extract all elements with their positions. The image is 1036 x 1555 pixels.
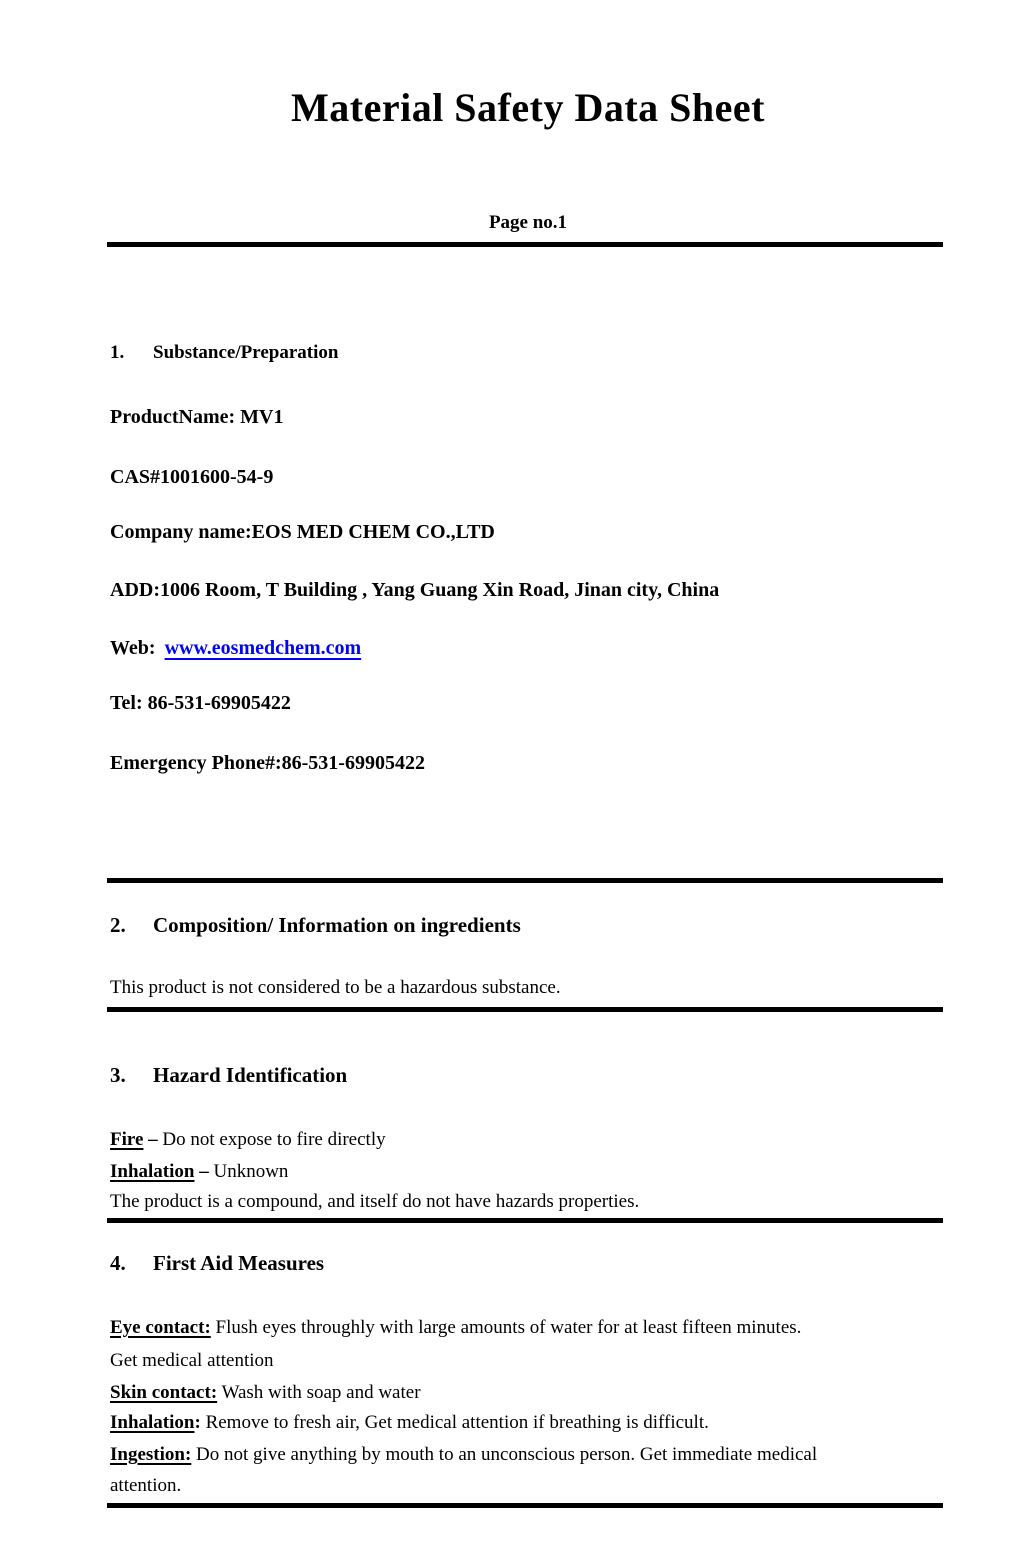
skin-contact-text: Wash with soap and water — [217, 1382, 421, 1403]
section-2-top-divider — [107, 878, 943, 883]
ingestion-line-continued: attention. — [110, 1475, 182, 1496]
skin-contact-line — [110, 1382, 421, 1405]
section-3-number: 3. — [110, 1063, 126, 1087]
inhalation-aid-text: Remove to fresh air, Get medical attention if breathing is difficult. — [200, 1412, 709, 1433]
section-3-title: Hazard Identification — [153, 1063, 348, 1087]
ingestion-text: Do not give anything by mouth to an unconscious person. Get immediate medical — [191, 1444, 818, 1465]
section-3-bottom-divider — [107, 1218, 943, 1223]
product-name-line: ProductName: MV1 — [110, 406, 284, 428]
section-2-title: Composition/ Information on ingredients — [153, 913, 521, 937]
eye-contact-text: Flush eyes throughly with large amounts of water for at least fifteen minutes. — [210, 1317, 802, 1338]
inhalation-hazard-line — [110, 1161, 288, 1184]
section-1-title: Substance/Preparation — [153, 342, 339, 363]
inhalation-dash: – — [194, 1161, 214, 1182]
cas-number-line: CAS#1001600-54-9 — [110, 466, 274, 488]
inhalation-aid-colon: : — [194, 1412, 201, 1433]
skin-contact-label: Skin contact: — [110, 1382, 218, 1403]
eye-contact-line-continued: Get medical attention — [110, 1350, 274, 1371]
company-name-line: Company name:EOS MED CHEM CO.,LTD — [110, 521, 495, 543]
inhalation-label: Inhalation — [110, 1161, 195, 1182]
eye-contact-label: Eye contact: — [110, 1317, 211, 1338]
section-4-number: 4. — [110, 1251, 126, 1275]
website-line — [110, 636, 361, 660]
section-1-number: 1. — [110, 342, 125, 363]
ingestion-line — [110, 1444, 817, 1467]
section-1-heading — [110, 342, 338, 365]
page-number: Page no.1 — [488, 212, 568, 233]
fire-text: Do not expose to fire directly — [162, 1129, 386, 1150]
section-4-bottom-divider — [107, 1503, 943, 1508]
document-title: Material Safety Data Sheet — [291, 85, 765, 130]
fire-label: Fire — [110, 1129, 144, 1150]
inhalation-text: Unknown — [213, 1161, 289, 1182]
composition-statement: This product is not considered to be a hazardous substance. — [110, 977, 561, 998]
website-label: Web: — [110, 637, 156, 659]
section-4-title: First Aid Measures — [153, 1251, 325, 1275]
section-2-bottom-divider — [107, 1007, 943, 1012]
address-line: ADD:1006 Room, T Building , Yang Guang Xin Road, Jinan city, China — [110, 579, 720, 601]
inhalation-aid-line — [110, 1412, 709, 1435]
fire-hazard-line — [110, 1129, 386, 1152]
section-3-heading — [110, 1063, 347, 1088]
header-divider — [107, 242, 943, 247]
eye-contact-line — [110, 1317, 801, 1340]
telephone-line: Tel: 86-531-69905422 — [110, 692, 291, 714]
section-4-heading — [110, 1251, 324, 1276]
inhalation-aid-label: Inhalation — [110, 1412, 195, 1433]
section-2-number: 2. — [110, 913, 126, 937]
section-2-heading — [110, 913, 521, 938]
hazard-note-line: The product is a compound, and itself do not have hazards properties. — [110, 1191, 640, 1212]
website-link[interactable]: www.eosmedchem.com — [164, 637, 362, 659]
fire-dash: – — [143, 1129, 163, 1150]
ingestion-label: Ingestion: — [110, 1444, 192, 1465]
emergency-phone-line: Emergency Phone#:86-531-69905422 — [110, 752, 425, 774]
